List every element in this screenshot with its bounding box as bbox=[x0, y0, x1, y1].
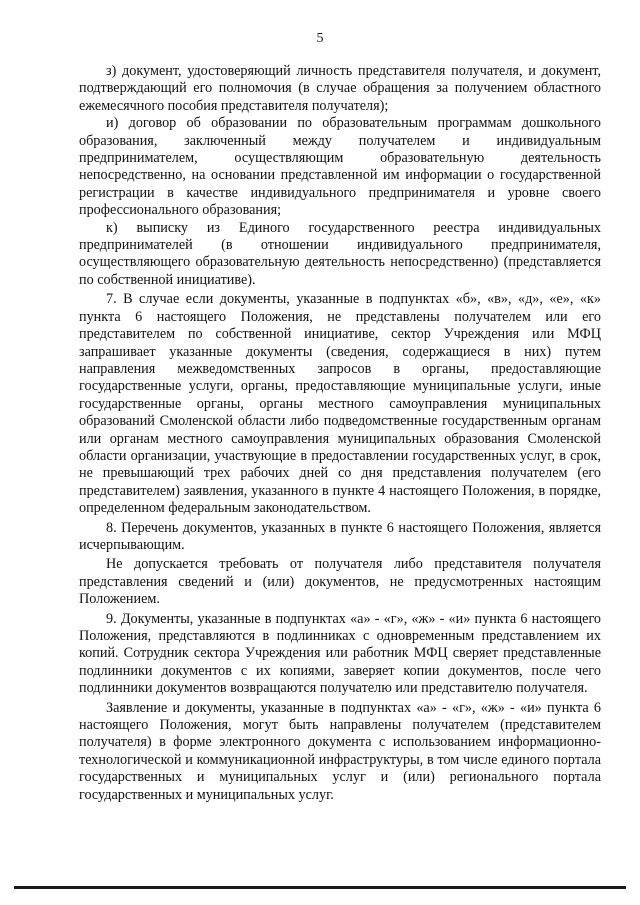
paragraph-k: к) выписку из Единого государственного реестра индивидуальных предпринимателей (в отношении индивидуального предпринимателя, осуществляющего образовательную деятельность непосредственно) (представляется по собственной инициативе). bbox=[79, 219, 601, 288]
paragraph-i: и) договор об образовании по образовательным программам дошкольного образования, заключенный между получателем и индивидуальным предпринимателем, осуществляющим образовательную деятельность непосредственно, на основании представленной им информации о государственной регистрации в качестве индивидуального предпринимателя и уровне своего профессионального образования; bbox=[79, 115, 601, 219]
paragraph-no-require: Не допускается требовать от получателя либо представителя получателя представления сведений и (или) документов, не предусмотренных настоящим Положением. bbox=[79, 556, 601, 608]
paragraph-electronic: Заявление и документы, указанные в подпунктах «а» - «г», «ж» - «и» пункта 6 настоящего Положения, могут быть направлены получателем (представителем получателя) в форме электронного документа с использованием информационно-технологической и коммуникационной инфраструктуры, в том числе единого портала государственных и муниципальных услуг и (или) регионального портала государственных и муниципальных услуг. bbox=[79, 699, 601, 803]
paragraph-z: з) документ, удостоверяющий личность представителя получателя, и документ, подтверждающий его полномочия (в случае обращения за получением областного ежемесячного пособия представителя получателя); bbox=[79, 63, 601, 114]
paragraph-item-8: 8. Перечень документов, указанных в пункте 6 настоящего Положения, является исчерпывающим. bbox=[79, 519, 601, 553]
paragraph-item-9: 9. Документы, указанные в подпунктах «а» - «г», «ж» - «и» пункта 6 настоящего Положения, представляются в подлинниках с одновременным представлением их копий. Сотрудник сектора Учреждения или работник МФЦ сверяет представленные подлинники документов с их копиями, заверяет копии документов, после чего подлинники документов возвращаются получателю или представителю получателя. bbox=[79, 610, 601, 697]
paragraph-item-7: 7. В случае если документы, указанные в подпунктах «б», «в», «д», «е», «к» пункта 6 настоящего Положения, не представлены получателем или его представителем по собственной инициативе, сектор Учреждения или МФЦ запрашивает указанные документы (сведения, содержащиеся в них) путем направления межведомственных запросов в органы, предоставляющие государственные услуги, органы, предоставляющие муниципальные услуги, иные государственные органы, органы местного самоуправления муниципальных образований Смоленской области либо подведомственные государственным органам или органам местного самоуправления муниципальных образования Смоленской области организации, участвующие в предоставлении государственных услуг, в срок, не превышающий трех рабочих дней со дня представления получателем (его представителем) заявления, указанного в пункте 4 настоящего Положения, в порядке, определенном федеральным законодательством. bbox=[79, 291, 601, 517]
page-number: 5 bbox=[316, 31, 324, 46]
document-body bbox=[79, 63, 601, 804]
bottom-divider bbox=[14, 886, 626, 889]
